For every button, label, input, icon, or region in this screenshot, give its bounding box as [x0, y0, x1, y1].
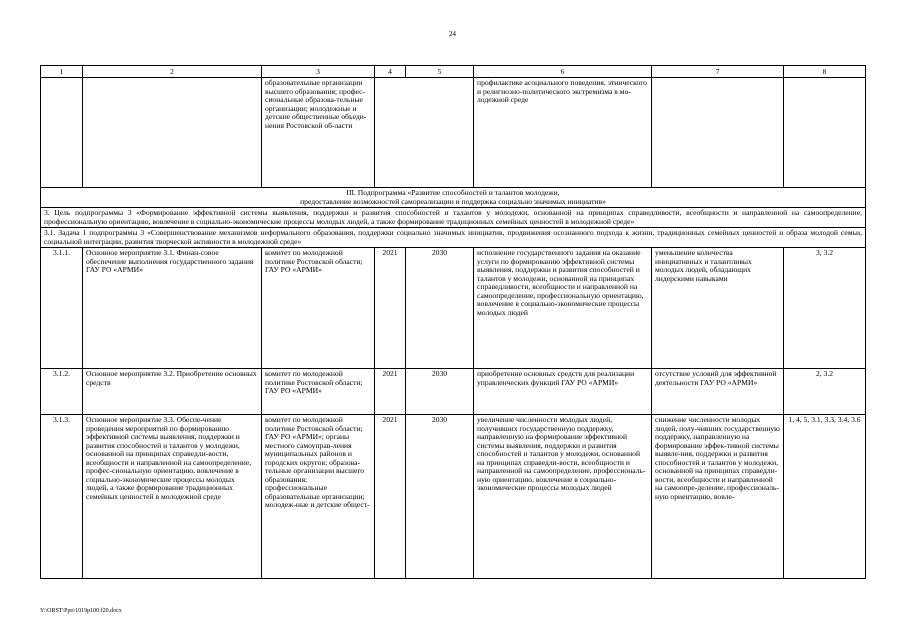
- indicators-cell: 1, 4, 5, 3.1, 3.3, 3.4, 3.6: [784, 415, 866, 579]
- subprogram-title-line2: предоставление возможностей самореализации и поддержка социально значимых инициатив»: [300, 196, 606, 206]
- result-cell: приобретение основных средств для реализации управленческих функций ГАУ РО «АРМИ»: [474, 369, 652, 415]
- column-header: 3: [262, 66, 375, 78]
- row-number: 3.1.1.: [41, 248, 83, 369]
- consequence-cell: снижение численности молодых людей, полу-чивших государственную поддержку, направленную на формирование эффек-тивной системы выявле-ния, поддержки и развития способностей и талантов у молодежи, основанной на принципах справедли-вости, всеобщности и направленной на самоопре-деление, профессиональ-ную ориентацию, вовле-: [652, 415, 784, 579]
- end-year: 2030: [406, 369, 474, 415]
- goal-text: 3. Цель подпрограммы 3 «Формирование эффективной системы выявления, поддержки и развития способностей и талантов у молодежи, основанной на принципах справедливости, всеобщности и направленной на самоопределение, профессиональную ориентацию, вовлечение в социально-экономические процессы молодых людей, а также формирование традиционных семейных ценностей в молодежной среде»: [41, 208, 866, 228]
- indicators-cell: 3, 3.2: [784, 248, 866, 369]
- column-header: 5: [406, 66, 474, 78]
- executor-cell: комитет по молодежной политике Ростовской области; ГАУ РО «АРМИ»: [262, 248, 375, 369]
- result-cell: профилактике асоциального поведения, этнического и религиозно-политического экстремизма в мо-лодежной среде: [474, 78, 652, 188]
- continuation-row: [41, 78, 866, 188]
- measures-table: [40, 65, 866, 579]
- row-number: 3.1.2.: [41, 369, 83, 415]
- column-header: 8: [784, 66, 866, 78]
- start-year: 2021: [375, 248, 406, 369]
- indicators-cell: 2, 3.2: [784, 369, 866, 415]
- task-row: [41, 228, 866, 248]
- column-header: 7: [652, 66, 784, 78]
- column-header: 1: [41, 66, 83, 78]
- executor-cell: комитет по молодежной политике Ростовской области; ГАУ РО «АРМИ»; органы местного самоуправ-ления муниципальных районов и городских округов; образова-тельные организации высшего образования; профессиональные образовательные организации; молодеж-ные и детские общест-: [262, 415, 375, 579]
- end-year: 2030: [406, 415, 474, 579]
- end-year: 2030: [406, 248, 474, 369]
- task-text: 3.1. Задача 1 подпрограммы 3 «Совершенствование механизмов неформального образования, поддержки социально значимых инициатив, продвижения осознанного подхода к жизни, традиционных семейных ценностей и образа молодой семьи, социальной интеграции, развития творческой активности в молодежной среде»: [41, 228, 866, 248]
- table-row: [41, 369, 866, 415]
- result-cell: увеличение численности молодых людей, получивших государственную поддержку, направленную на формирование эффективной системы выявления, поддержки и развития способностей и талантов у молодежи, основанной на принципах справедли-вости, всеобщности и направленной на самоопределение, профессиональ-ную ориентацию, вовлечение в социально-экономические процессы молодых людей: [474, 415, 652, 579]
- column-header: 6: [474, 66, 652, 78]
- column-header-row: [41, 66, 866, 78]
- measure-cell: Основное мероприятие 3.1. Финан-совое обеспечение выполнения государственного задания ГАУ РО «АРМИ»: [83, 248, 262, 369]
- measure-cell: Основное мероприятие 3.2. Приобретение основных средств: [83, 369, 262, 415]
- consequence-cell: уменьшение количества инициативных и талантливых молодых людей, обладающих лидерскими навыками: [652, 248, 784, 369]
- row-number: 3.1.3.: [41, 415, 83, 579]
- footer-file-path: Y:\ORST\Ppo\1019p100.f20.docx: [40, 608, 122, 614]
- goal-row: [41, 208, 866, 228]
- measure-cell: Основное мероприятие 3.3. Обеспе-чение проведения мероприятий по формированию эффективной системы выявления, поддержки и развития способностей и талантов у молодежи, основанной на принципах справедли-вости, всеобщности и направленной на самоопределение, профес-сиональную ориентацию, вовлечение в социально-экономические процессы молодых людей, а также формирование традиционных семейных ценностей в молодежной среде: [83, 415, 262, 579]
- subprogram-title-row: [41, 188, 866, 208]
- executor-cell: образовательные организации высшего образования; профес-сиональные образова-тельные организации; молодежные и детские общественные объеди-нения Ростовской об-ласти: [262, 78, 375, 188]
- consequence-cell: отсутствие условий для эффективной деятельности ГАУ РО «АРМИ»: [652, 369, 784, 415]
- result-cell: исполнение государственного задания на оказание услуги по формированию эффективной системы выявления, поддержки и развития способностей и талантов у молодежи, основанной на принципах справедливости, всеобщности и направленной на самоопределение, профессиональную ориентацию, вовлечение в социально-экономические процессы молодых людей: [474, 248, 652, 369]
- column-header: 2: [83, 66, 262, 78]
- column-header: 4: [375, 66, 406, 78]
- start-year: 2021: [375, 369, 406, 415]
- table-row: [41, 415, 866, 579]
- page-number: 24: [449, 30, 456, 38]
- table-row: [41, 248, 866, 369]
- executor-cell: комитет по молодежной политике Ростовской области; ГАУ РО «АРМИ»: [262, 369, 375, 415]
- start-year: 2021: [375, 415, 406, 579]
- subprogram-title-line1: III. Подпрограмма «Развитие способностей и талантов молодежи,: [346, 188, 560, 197]
